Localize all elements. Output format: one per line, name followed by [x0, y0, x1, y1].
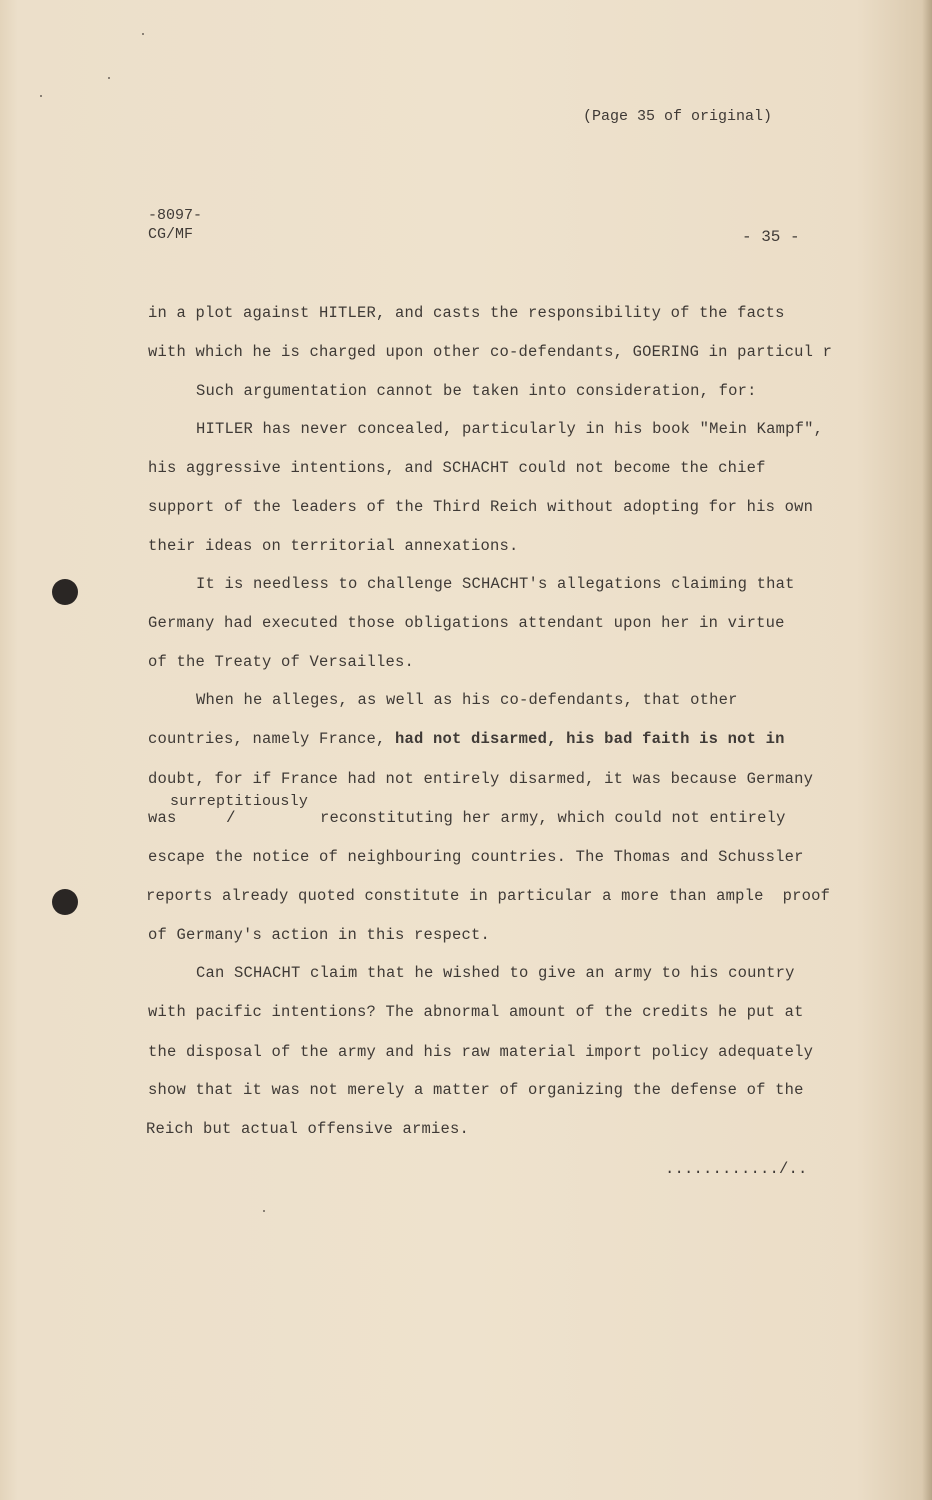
continuation-marker: ............/.. [665, 1160, 808, 1178]
text-line: with which he is charged upon other co-defendants, GOERING in particul r [148, 343, 833, 361]
text-line: escape the notice of neighbouring countries. The Thomas and Schussler [148, 848, 804, 866]
text-line: reconstituting her army, which could not entirely [320, 809, 786, 827]
text-line [148, 730, 785, 748]
text-line: Such argumentation cannot be taken into consideration, for: [196, 382, 757, 400]
text-line: his aggressive intentions, and SCHACHT could not become the chief [148, 459, 766, 477]
punch-hole [52, 579, 78, 605]
text-line: When he alleges, as well as his co-defendants, that other [196, 691, 738, 709]
text-line: in a plot against HITLER, and casts the responsibility of the facts [148, 304, 785, 322]
handwritten-insertion: surreptitiously [170, 793, 309, 810]
typist-initials: CG/MF [148, 226, 194, 243]
text-line: Reich but actual offensive armies. [146, 1120, 470, 1138]
insertion-caret: / [226, 809, 236, 827]
original-page-reference: (Page 35 of original) [583, 108, 773, 125]
paper-speck [108, 77, 110, 79]
text-segment: countries, namely France, [148, 730, 396, 748]
paper-speck [142, 33, 144, 35]
text-line: doubt, for if France had not entirely disarmed, it was because Germany [148, 770, 814, 788]
text-line: It is needless to challenge SCHACHT's allegations claiming that [196, 575, 795, 593]
page-edge-shadow [922, 0, 932, 1500]
document-number: -8097- [148, 207, 203, 224]
text-line: the disposal of the army and his raw material import policy adequately [148, 1043, 814, 1061]
text-line: Germany had executed those obligations attendant upon her in virtue [148, 614, 785, 632]
text-line: their ideas on territorial annexations. [148, 537, 519, 555]
text-line: with pacific intentions? The abnormal amount of the credits he put at [148, 1003, 804, 1021]
text-line: Can SCHACHT claim that he wished to give an army to his country [196, 964, 795, 982]
paper-speck [40, 95, 42, 97]
page-number: - 35 - [742, 228, 800, 246]
punch-hole [52, 889, 78, 915]
text-line: support of the leaders of the Third Reich without adopting for his own [148, 498, 814, 516]
text-line: reports already quoted constitute in particular a more than ample proof [146, 887, 831, 905]
text-line: of Germany's action in this respect. [148, 926, 491, 944]
text-line: show that it was not merely a matter of organizing the defense of the [148, 1081, 804, 1099]
paper-speck [263, 1210, 265, 1212]
text-line: of the Treaty of Versailles. [148, 653, 415, 671]
emphasized-text: had not disarmed, his bad faith is not in [395, 730, 785, 748]
text-line: HITLER has never concealed, particularly in his book "Mein Kampf", [196, 420, 824, 438]
text-line: was [148, 809, 177, 827]
